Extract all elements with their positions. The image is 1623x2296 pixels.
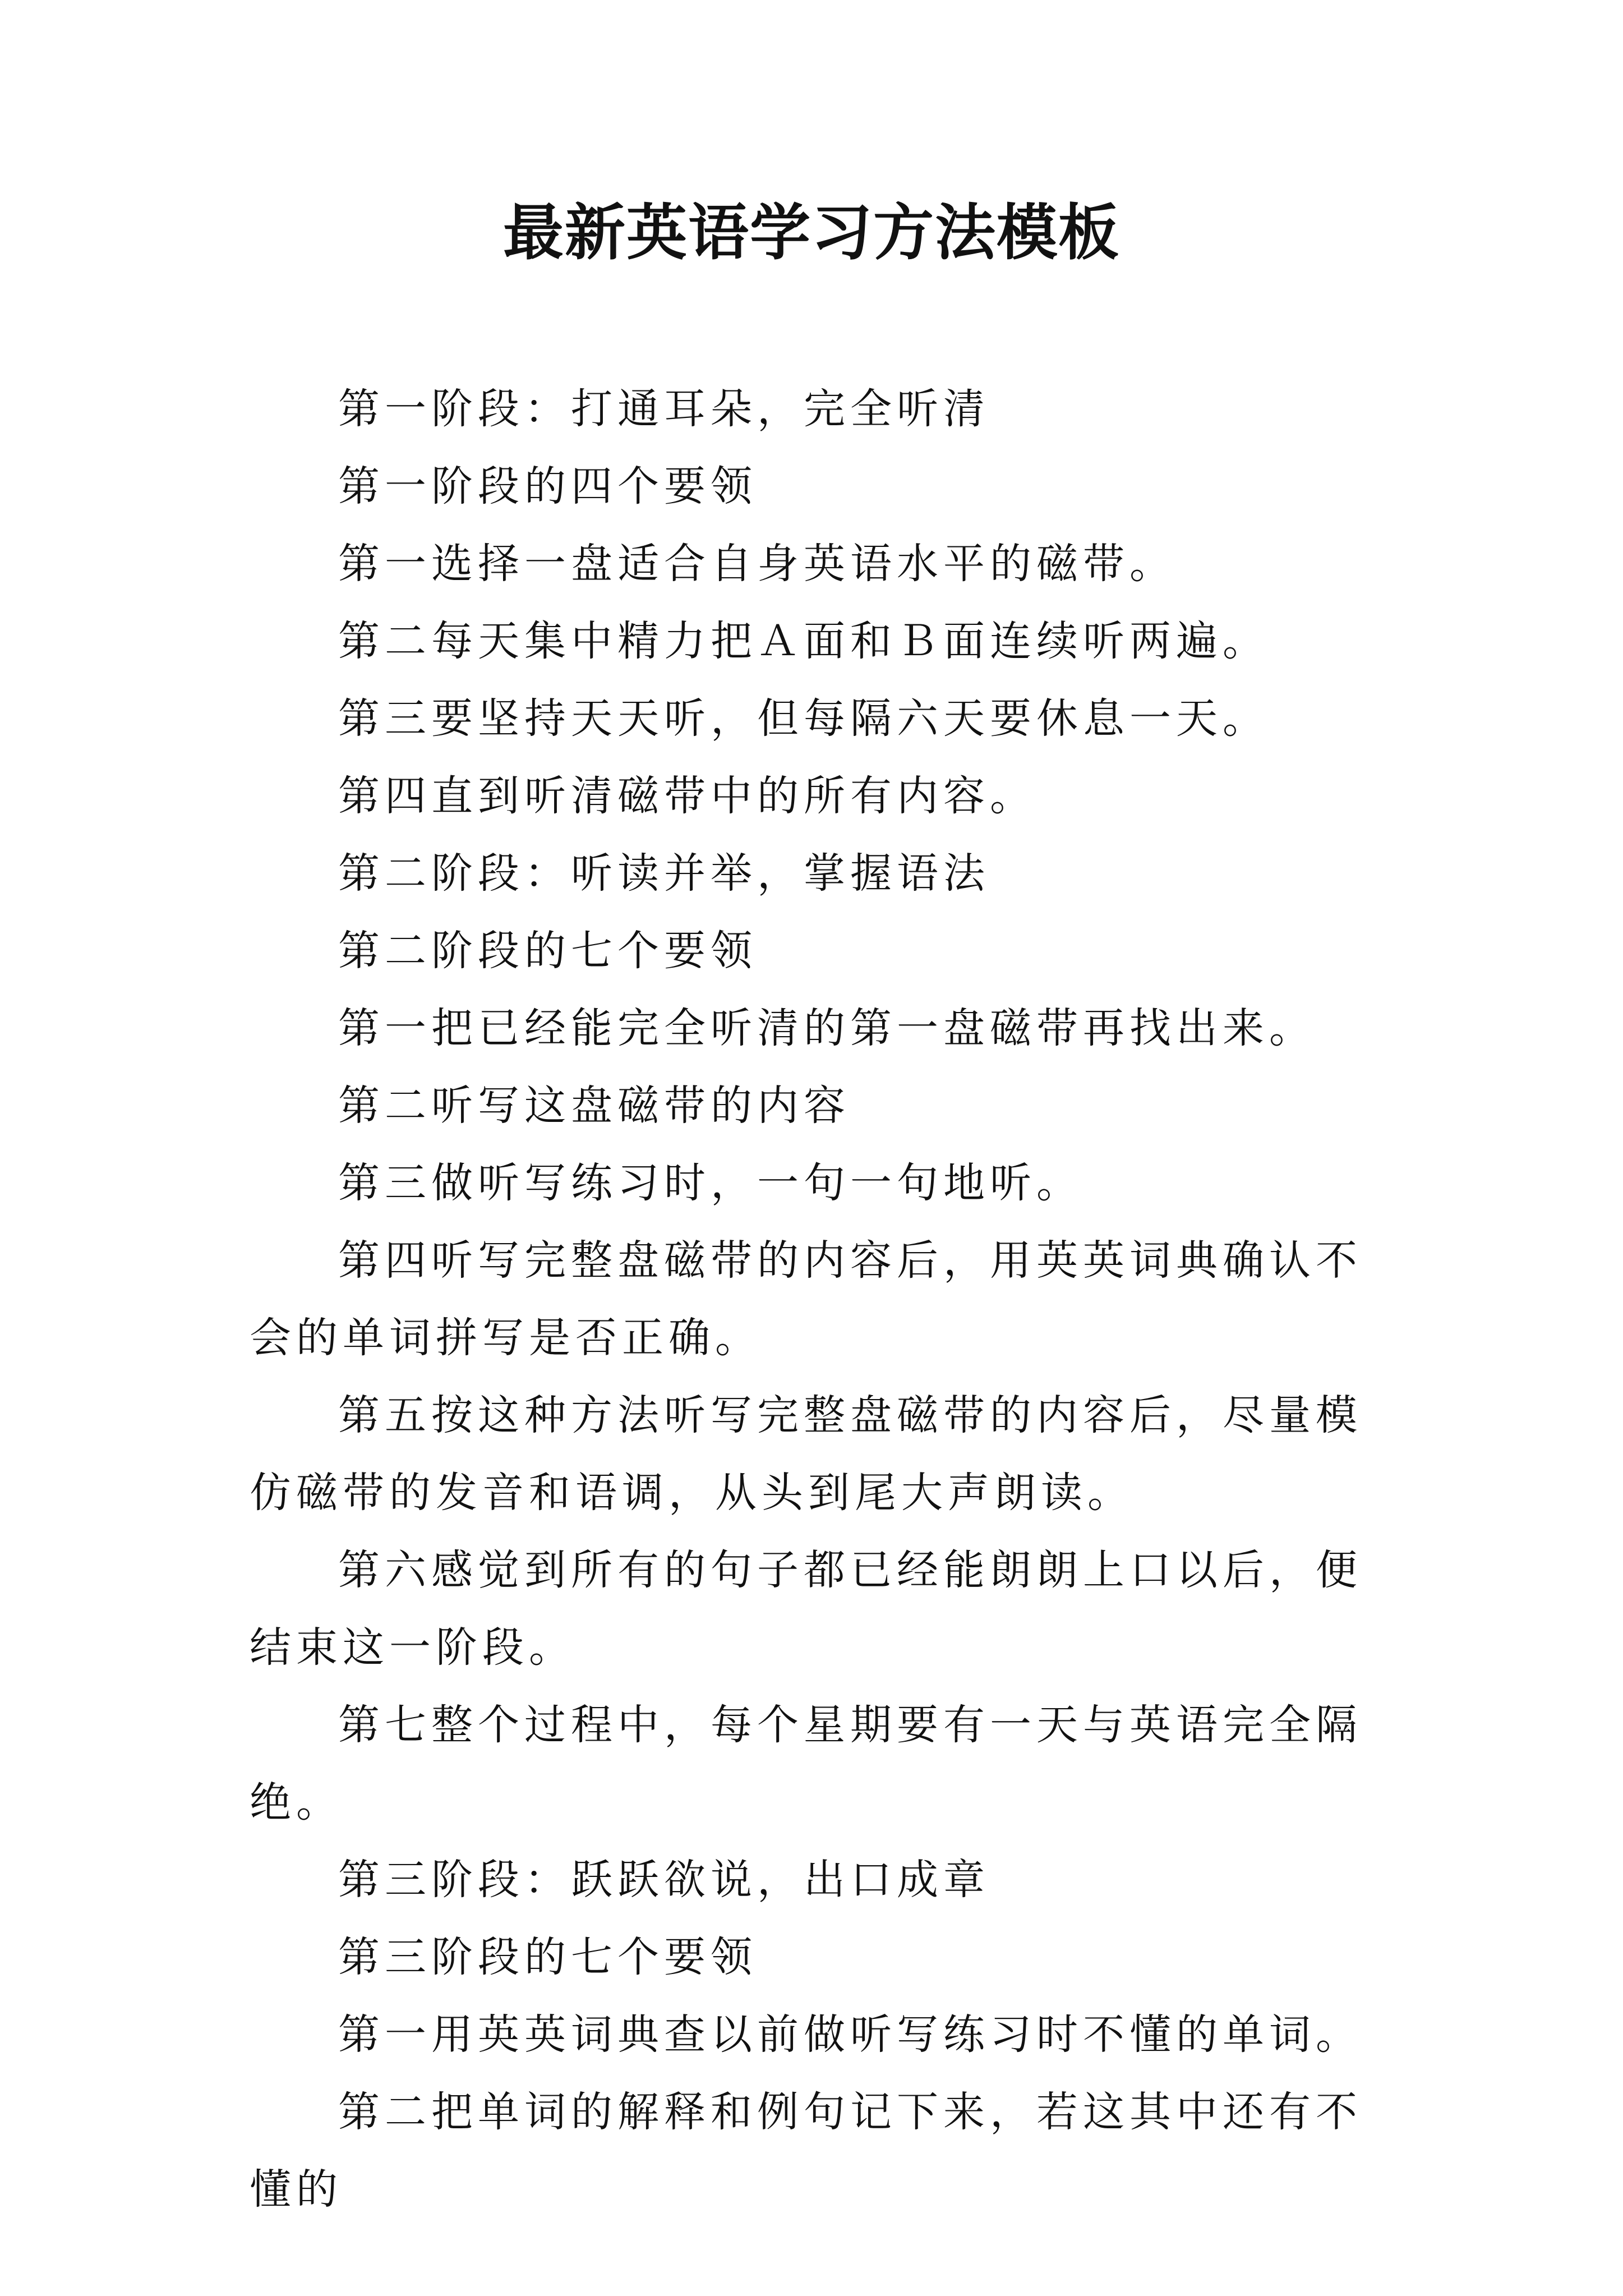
paragraph: 第七整个过程中，每个星期要有一天与英语完全隔绝。	[250, 1701, 1362, 1826]
paragraph: 第一把已经能完全听清的第一盘磁带再找出来。	[338, 1004, 1316, 1052]
paragraph: 第一用英英词典查以前做听写练习时不懂的单词。	[338, 2010, 1362, 2059]
paragraph: 第二每天集中精力把Ａ面和Ｂ面连续听两遍。	[338, 617, 1269, 665]
paragraph: 第四直到听清磁带中的所有内容。	[338, 772, 1036, 820]
paragraph: 第六感觉到所有的句子都已经能朗朗上口以后，便结束这一阶段。	[250, 1546, 1362, 1672]
paragraph-stage3-heading: 第三阶段：跃跃欲说，出口成章	[338, 1856, 990, 1904]
paragraph-stage1-subheading: 第一阶段的四个要领	[338, 462, 757, 510]
paragraph: 第一选择一盘适合自身英语水平的磁带。	[338, 540, 1176, 588]
paragraph: 第三做听写练习时，一句一句地听。	[338, 1159, 1083, 1207]
document-body	[250, 370, 1388, 2228]
paragraph: 第二把单词的解释和例句记下来，若这其中还有不懂的	[250, 2088, 1362, 2214]
paragraph: 第二听写这盘磁带的内容	[338, 1082, 850, 1130]
document-title: 最新英语学习方法模板	[502, 197, 1120, 268]
paragraph-stage2-subheading: 第二阶段的七个要领	[338, 927, 757, 975]
paragraph: 第三要坚持天天听，但每隔六天要休息一天。	[338, 694, 1269, 743]
paragraph-stage1-heading: 第一阶段：打通耳朵，完全听清	[338, 385, 990, 433]
paragraph: 第五按这种方法听写完整盘磁带的内容后，尽量模仿磁带的发音和语调，从头到尾大声朗读。	[250, 1391, 1362, 1517]
paragraph: 第四听写完整盘磁带的内容后，用英英词典确认不会的单词拼写是否正确。	[250, 1236, 1362, 1362]
paragraph-stage3-subheading: 第三阶段的七个要领	[338, 1933, 757, 1981]
paragraph-stage2-heading: 第二阶段：听读并举，掌握语法	[338, 849, 990, 898]
